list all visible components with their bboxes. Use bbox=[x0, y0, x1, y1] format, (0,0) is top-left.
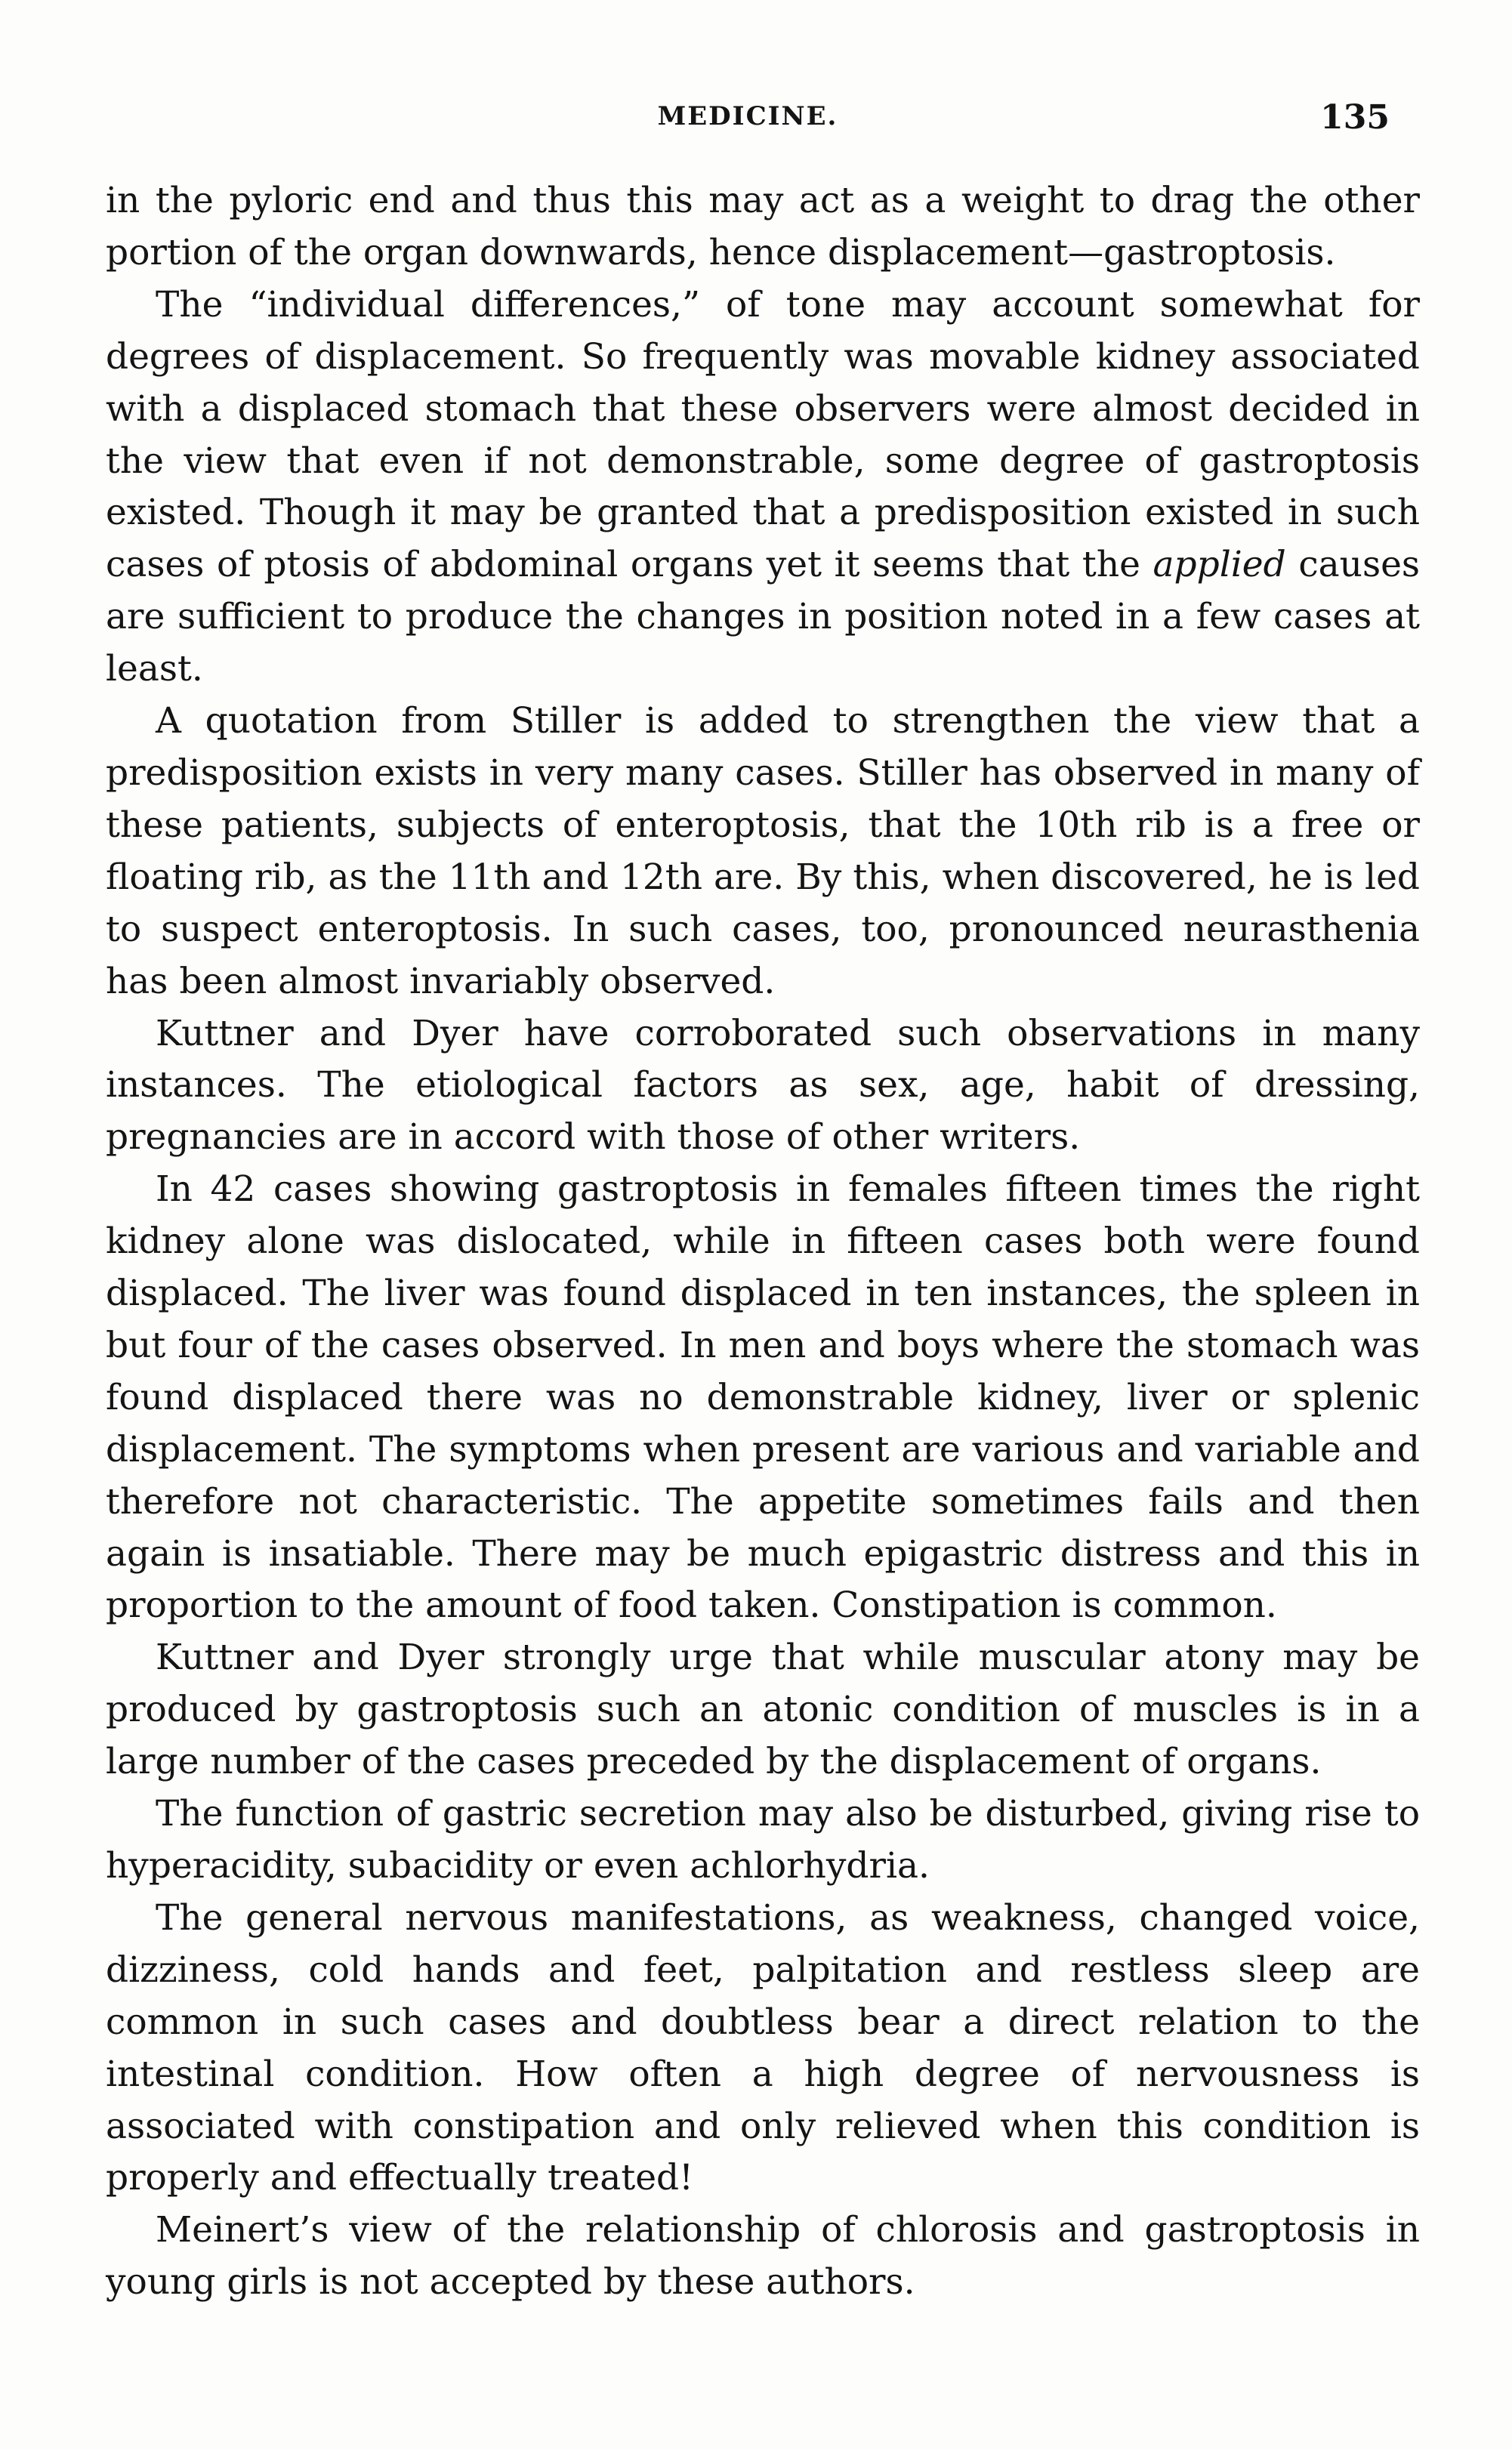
body-text bbox=[106, 175, 1420, 2309]
running-title: MEDICINE. bbox=[657, 101, 838, 131]
paragraph-3: A quotation from Stiller is added to strengthen the view that a predisposition exists in very many cases. Stiller has observed in many of these patients, subjects of enteroptosis, that the 10th rib is a free or floating rib, as the 11th and 12th are. By this, when discovered, he is led to suspect enteroptosis. In such cases, too, pronounced neurasthenia has been almost invariably observed. bbox=[106, 700, 1420, 1002]
paragraph-1: in the pyloric end and thus this may act as a weight to drag the other portion of the organ downwards, hence displacement—gastroptosis. bbox=[106, 180, 1420, 273]
paragraph-6: Kuttner and Dyer strongly urge that while muscular atony may be produced by gastroptosis such an atonic condition of muscles is in a large number of the cases preceded by the displacement of organs. bbox=[106, 1637, 1420, 1783]
paragraph-2-text: The “individual differences,” of tone may account somewhat for degrees of displacement. So frequently was movable kidney associated with a displaced stomach that these observers were almost decided in the view that even if not demonstrable, some degree of gastroptosis existed. Though it may be granted that a predisposition existed in such cases of ptosis of abdominal organs yet it seems that the bbox=[106, 283, 1420, 586]
paragraph-2 bbox=[106, 279, 1420, 696]
paragraph-7: The function of gastric secretion may also be disturbed, giving rise to hyperacidity, subacidity or even achlorhydria. bbox=[106, 1793, 1420, 1887]
paragraph-8: The general nervous manifestations, as weakness, changed voice, dizziness, cold hands and feet, palpitation and restless sleep are common in such cases and doubtless bear a direct relation to the intestinal condition. How often a high degree of nervousness is associated with constipation and only relieved when this condition is properly and effectually treated! bbox=[106, 1896, 1420, 2199]
paragraph-5: In 42 cases showing gastroptosis in females fifteen times the right kidney alone was dislocated, while in fifteen cases both were found displaced. The liver was found displaced in ten instances, the spleen in but four of the cases observed. In men and boys where the stomach was found displaced there was no demonstrable kidney, liver or splenic displacement. The symptoms when present are various and variable and therefore not characteristic. The appetite sometimes fails and then again is insatiable. There may be much epigastric distress and this in proportion to the amount of food taken. Constipation is common. bbox=[106, 1168, 1420, 1627]
paragraph-9: Meinert’s view of the relationship of chlorosis and gastroptosis in young girls is not accepted by these authors. bbox=[106, 2209, 1420, 2303]
emphasis-applied: applied bbox=[1153, 544, 1286, 586]
paragraph-2-text-after: causes are sufficient to produce the changes in position noted in a few cases at least. bbox=[106, 544, 1420, 690]
running-head bbox=[106, 98, 1390, 143]
page-number: 135 bbox=[1320, 98, 1390, 137]
paragraph-4: Kuttner and Dyer have corroborated such observations in many instances. The etiological factors as sex, age, habit of dressing, pregnancies are in accord with those of other writers. bbox=[106, 1012, 1420, 1159]
